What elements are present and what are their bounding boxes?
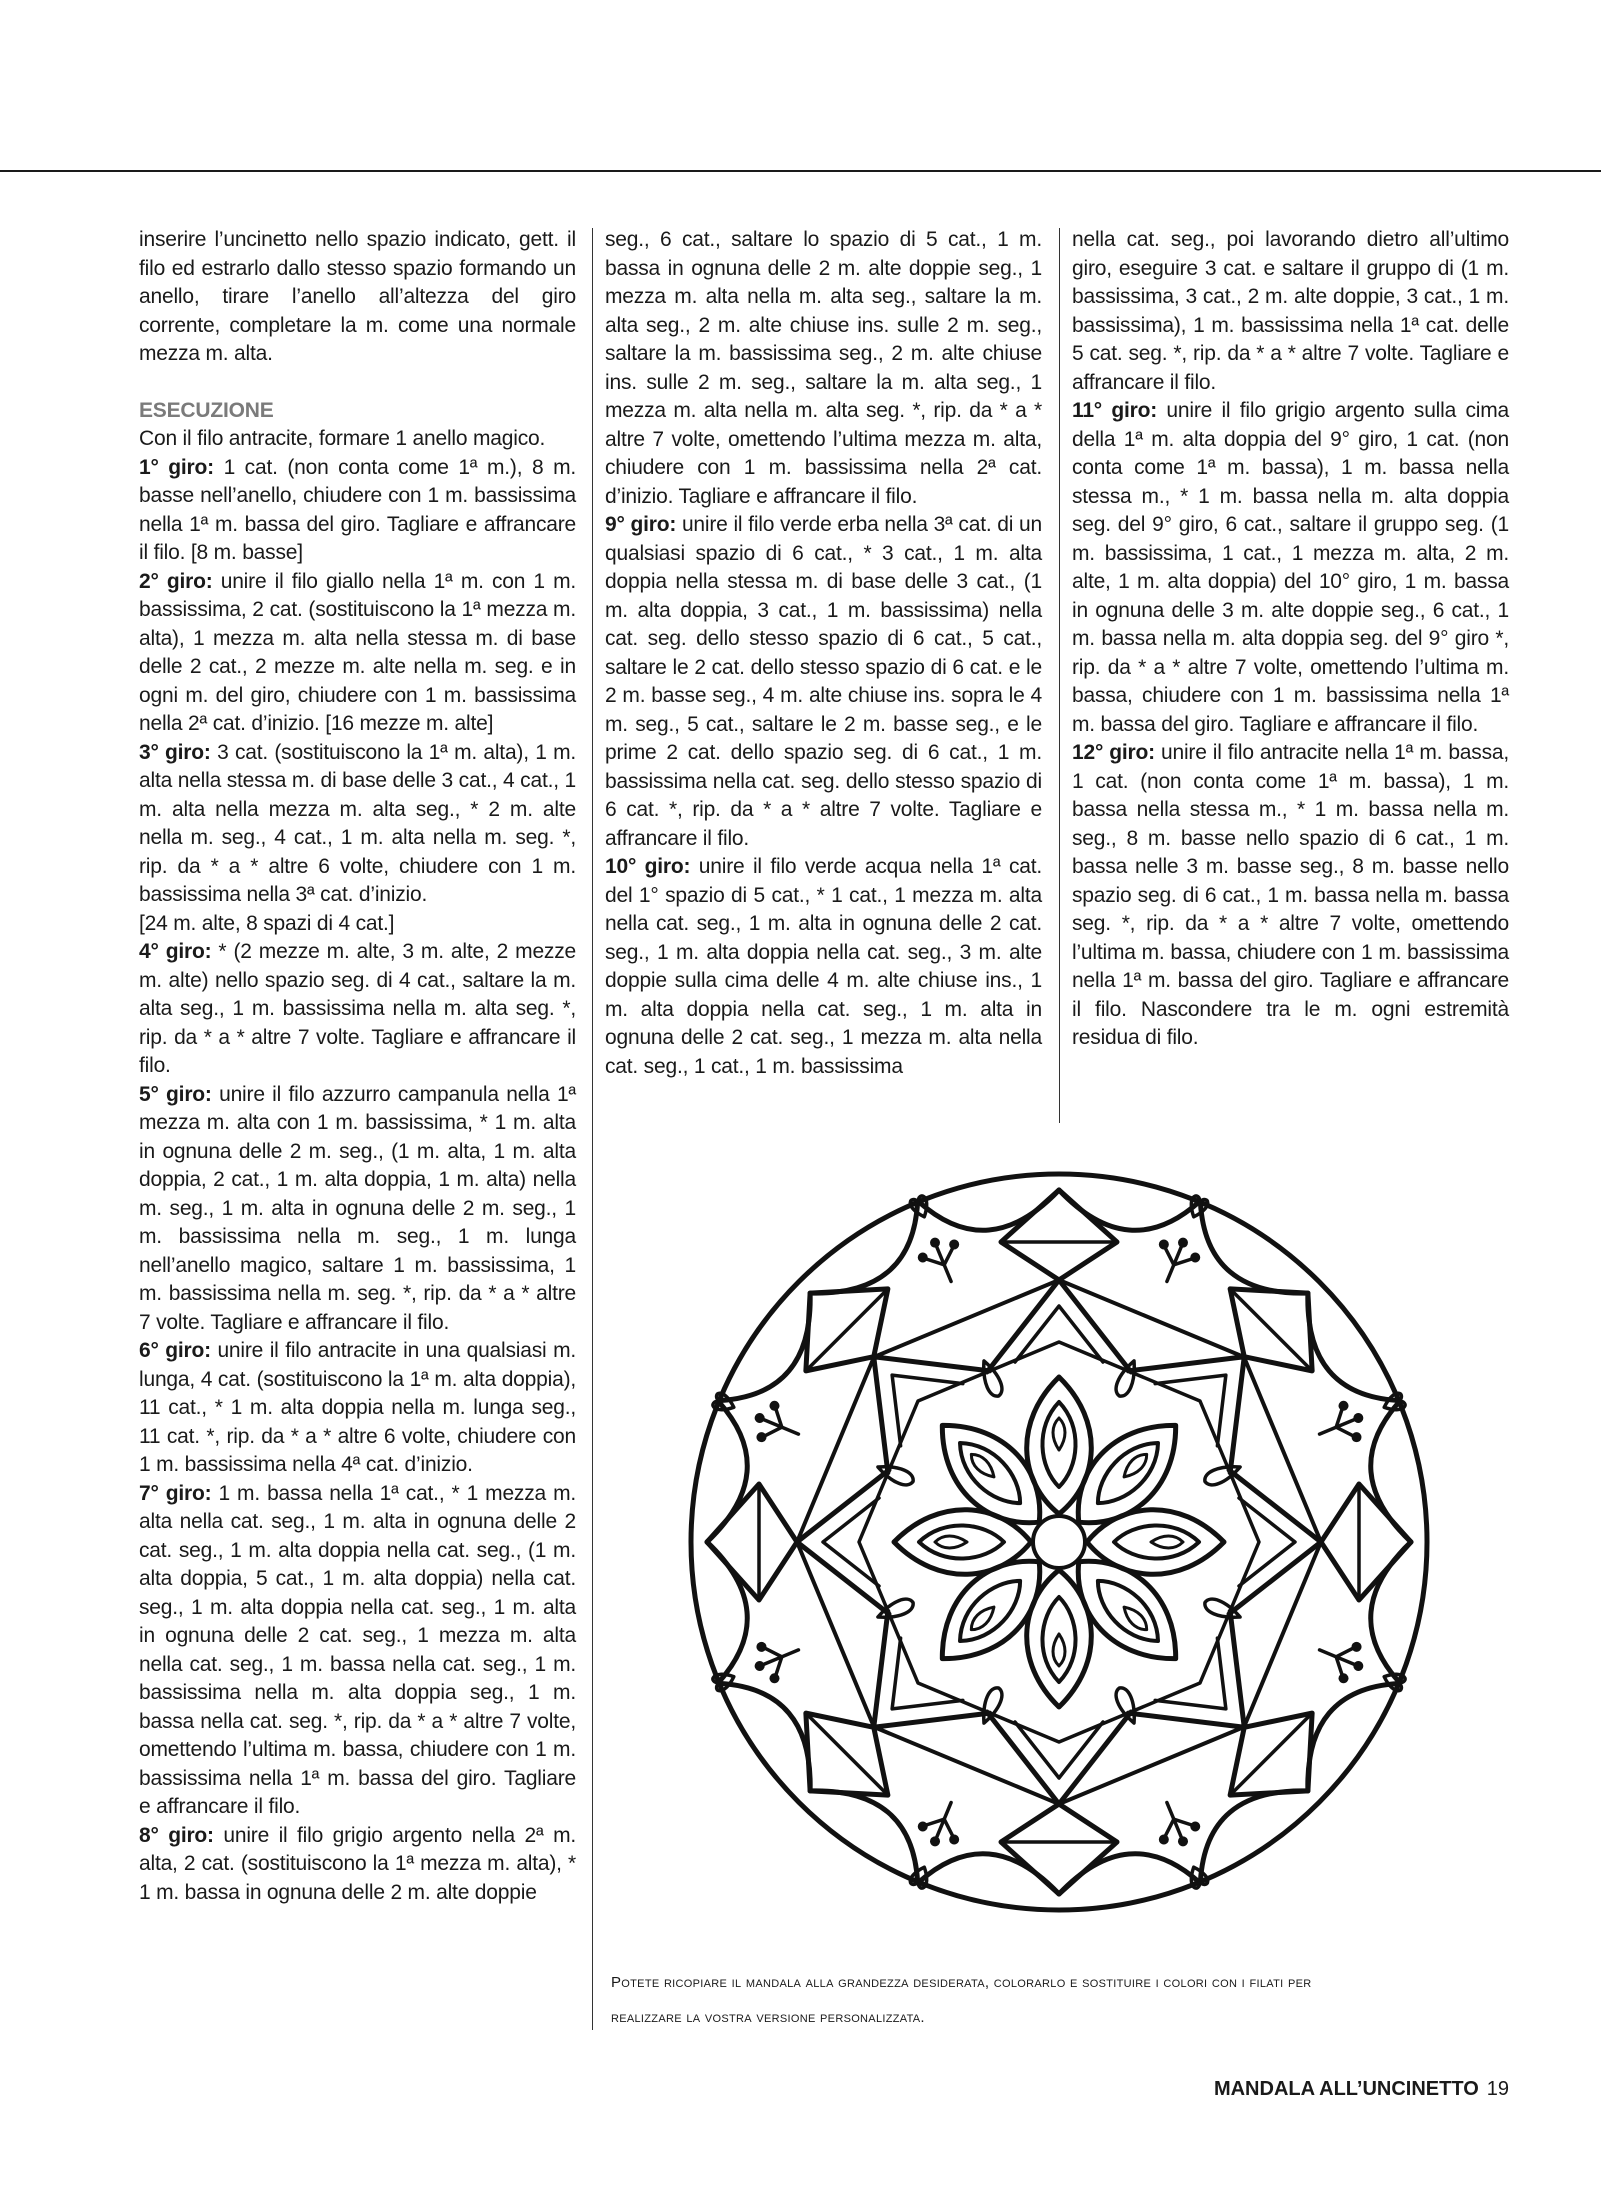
caption-line-1: Potete ricopiare il mandala alla grandezza desiderata, colorarlo e sostituire i colori con i filati per: [611, 1974, 1312, 1991]
page-footer: [1214, 2078, 1509, 2101]
round-text: unire il filo giallo nella 1ª m. con 1 m. bassissima, 2 cat. (sostituiscono la 1ª mezza m. alta), 1 mezza m. alta nella stessa m. di base delle 2 cat., 2 mezze m. alte nella m. seg. e in ogni m. del giro, chiudere con 1 m. bassissima nella 2ª cat. d’inizio. [16 mezze m. alte]: [139, 569, 576, 735]
round-10-continued: nella cat. seg., poi lavorando dietro all’ultimo giro, eseguire 3 cat. e saltare il gruppo di (1 m. bassissima, 3 cat., 2 m. alte doppie, 3 cat., 1 m. bassissima), 1 m. bassissima nella 1ª cat. delle 5 cat. seg. *, rip. da * a * altre 7 volte. Tagliare e affrancare il filo.: [1072, 228, 1509, 394]
column-1: [139, 226, 576, 1907]
round-text: 3 cat. (sostituiscono la 1ª m. alta), 1 m. alta nella stessa m. di base delle 3 cat., 4 cat., 1 m. alta nella mezza m. alta seg., * 2 m. alte nella m. seg., 4 cat., 1 m. alta nella m. seg. *, rip. da * a * altre 6 volte, chiudere con 1 m. bassissima nella 3ª cat. d’inizio.: [139, 740, 577, 906]
column-divider: [592, 228, 593, 2030]
round-9: [605, 511, 1042, 853]
round-7: [139, 1480, 576, 1822]
round-label: 6° giro:: [139, 1339, 211, 1362]
round-label: 3° giro:: [139, 740, 211, 764]
round-text: 1 m. bassa nella 1ª cat., * 1 mezza m. alta nella cat. seg., 1 m. alta in ognuna delle 2 cat. seg., 1 m. alta doppia nella cat. seg., (1 m. alta doppia, 5 cat., 1 m. alta doppia) nella cat. seg., 1 m. alta doppia nella cat. seg., 1 m. alta in ognuna delle 2 cat. seg., 1 mezza m. alta nella cat. seg., 1 m. bassa nella cat. seg., 1 m. bassissima nella m. alta doppia seg., 1 m. bassa nella cat. seg. *, rip. da * a * altre 7 volte, omettendo l’ultima m. bassa, chiudere con 1 m. bassissima nella 1ª m. bassa del giro. Tagliare e affrancare il filo.: [139, 1481, 577, 1818]
round-text: unire il filo azzurro campanula nella 1ª mezza m. alta con 1 m. bassissima, * 1 m. alta in ognuna delle 2 m. seg., (1 m. alta, 1 m. alta doppia, 2 cat., 1 m. alta doppia, 1 m. alta) nella m. seg., 1 m. alta in ognuna delle 2 m. seg., 1 m. bassissima nella m. seg., 1 m. lunga nell’anello magico, saltare 1 m. bassissima, 1 m. bassissima nella m. seg. *, rip. da * a * altre 7 volte. Tagliare e affrancare il filo.: [139, 1082, 577, 1334]
round-8-continued: seg., 6 cat., saltare lo spazio di 5 cat., 1 m. bassa in ognuna delle 2 m. alte doppie seg., 1 mezza m. alta nella m. alta seg., saltare la m. alta seg., 2 m. alte chiuse ins. sulle 2 m. seg., saltare la m. bassissima seg., 2 m. alte chiuse ins. sulle 2 m. seg., saltare la m. alta seg., 1 mezza m. alta nella m. alta seg. *, rip. da * a * altre 7 volte, omettendo l’ultima mezza m. alta, chiudere con 1 m. bassissima nella 2ª cat. d’inizio. Tagliare e affrancare il filo.: [605, 228, 1042, 508]
column-3: [1072, 226, 1509, 1053]
round-label: 4° giro:: [139, 940, 212, 963]
round-6: [139, 1337, 576, 1480]
round-text: unire il filo verde acqua nella 1ª cat. del 1° spazio di 5 cat., * 1 cat., 1 mezza m. alta nella cat. seg., 1 m. alta in ognuna delle 2 cat. seg., 1 m. alta doppia nella cat. seg., 3 m. alte doppie sulla cima delle 4 m. alte chiuse ins., 1 m. alta doppia nella cat. seg., 1 m. alta in ognuna delle 2 cat. seg., 1 mezza m. alta nella cat. seg., 1 cat., 1 m. bassissima: [605, 855, 1042, 1078]
round-8: [139, 1822, 576, 1908]
round-label: 2° giro:: [139, 569, 213, 593]
round-text: unire il filo verde erba nella 3ª cat. di un qualsiasi spazio di 6 cat., * 3 cat., 1 m. alta doppia nella stessa m. di base delle 3 cat., (1 m. alta doppia, 3 cat., 1 m. bassissima) nella cat. seg. dello stesso spazio di 6 cat., 5 cat., saltare le 2 cat. dello stesso spazio di 6 cat. e le 2 m. basse seg., 4 m. alte chiuse ins. sopra le 4 m. seg., 5 cat., saltare le 2 m. basse seg., e le prime 2 cat. dello spazio seg. di 6 cat., 1 m. bassissima nella cat. seg. dello stesso spazio di 6 cat. *, rip. da * a * altre 7 volte. Tagliare e affrancare il filo.: [605, 513, 1042, 850]
caption-line-2: realizzare la vostra versione personalizzata.: [611, 2009, 925, 2026]
round-label: 1° giro:: [139, 455, 214, 479]
round-label: 9° giro:: [605, 513, 677, 536]
round-3: [139, 739, 576, 910]
start-instruction: Con il filo antracite, formare 1 anello magico.: [139, 427, 546, 450]
round-text: unire il filo antracite nella 1ª m. bassa, 1 cat. (non conta come 1ª m. bassa), 1 m. bassa nella stessa m., * 1 m. bassa nella m. seg., 8 m. basse nello spazio di 6 cat., 1 m. bassa nelle 3 m. basse seg., 8 m. basse nello spazio seg. di 6 cat., 1 m. bassa nella m. bassa seg. *, rip. da * a * altre 7 volte, omettendo l’ultima m. bassa, chiudere con 1 m. bassissima nella 1ª m. bassa del giro. Tagliare e affrancare il filo. Nascondere tra le m. ogni estremità residua di filo.: [1072, 741, 1510, 1049]
round-text: * (2 mezze m. alte, 3 m. alte, 2 mezze m. alte) nello spazio seg. di 4 cat., saltare la m. alta seg., 1 m. bassissima nella m. alta seg. *, rip. da * a * altre 7 volte. Tagliare e affrancare il filo.: [139, 940, 577, 1077]
round-label: 7° giro:: [139, 1481, 212, 1505]
round-text: 1 cat. (non conta come 1ª m.), 8 m. basse nell’anello, chiudere con 1 m. bassissima nella 1ª m. bassa del giro. Tagliare e affrancare il filo. [8 m. basse]: [139, 455, 576, 564]
round-3-note: [24 m. alte, 8 spazi di 4 cat.]: [139, 911, 395, 935]
page-number: 19: [1486, 2078, 1509, 2100]
round-4: [139, 938, 576, 1081]
top-rule: [0, 170, 1601, 172]
round-2: [139, 568, 576, 739]
round-text: unire il filo grigio argento sulla cima della 1ª m. alta doppia del 9° giro, 1 cat. (non conta come 1ª m. bassa), 1 m. bassa nella stessa m., * 1 m. bassa nella m. alta doppia seg. del 9° giro, 6 cat., saltare il gruppo seg. (1 m. bassissima, 1 cat., 1 mezza m. alta, 2 m. alte, 1 m. alta doppia) del 10° giro, 1 m. bassa in ognuna delle 3 m. alte doppie seg., 6 cat., 1 m. bassa nella m. alta doppia seg. del 9° giro *, rip. da * a * altre 7 volte, omettendo l’ultima m. bassa, chiudere con 1 m. bassissima nella 1ª m. bassa del giro. Tagliare e affrancare il filo.: [1072, 399, 1509, 736]
section-title: ESECUZIONE: [139, 398, 274, 422]
round-label: 12° giro:: [1072, 741, 1155, 764]
round-label: 8° giro:: [139, 1823, 214, 1847]
mandala-illustration: [679, 1162, 1439, 1922]
round-label: 10° giro:: [605, 855, 691, 878]
round-11: [1072, 397, 1509, 739]
round-text: unire il filo grigio argento nella 2ª m. alta, 2 cat. (sostituiscono la 1ª mezza m. alta), * 1 m. bassa in ognuna delle 2 m. alte doppie: [139, 1823, 576, 1904]
round-1: [139, 454, 576, 568]
figure-caption: [611, 1965, 1511, 2035]
intro-paragraph: inserire l’uncinetto nello spazio indicato, gett. il filo ed estrarlo dallo stesso spazio formando un anello, tirare l’anello all’altezza del giro corrente, completare la m. come una normale mezza m. alta.: [139, 228, 576, 365]
round-label: 5° giro:: [139, 1082, 212, 1106]
column-2: [605, 226, 1042, 1081]
round-5: [139, 1081, 576, 1338]
round-text: unire il filo antracite in una qualsiasi m. lunga, 4 cat. (sostituiscono la 1ª m. alta doppia), 11 cat., * 1 m. alta doppia nella m. lunga seg., 11 cat. *, rip. da * a * altre 6 volte, chiudere con 1 m. bassissima nella 4ª cat. d’inizio.: [139, 1339, 576, 1476]
round-12: [1072, 739, 1509, 1053]
round-label: 11° giro:: [1072, 399, 1158, 422]
column-divider: [1059, 228, 1060, 1123]
round-10: [605, 853, 1042, 1081]
footer-title: MANDALA ALL’UNCINETTO: [1213, 2078, 1479, 2100]
